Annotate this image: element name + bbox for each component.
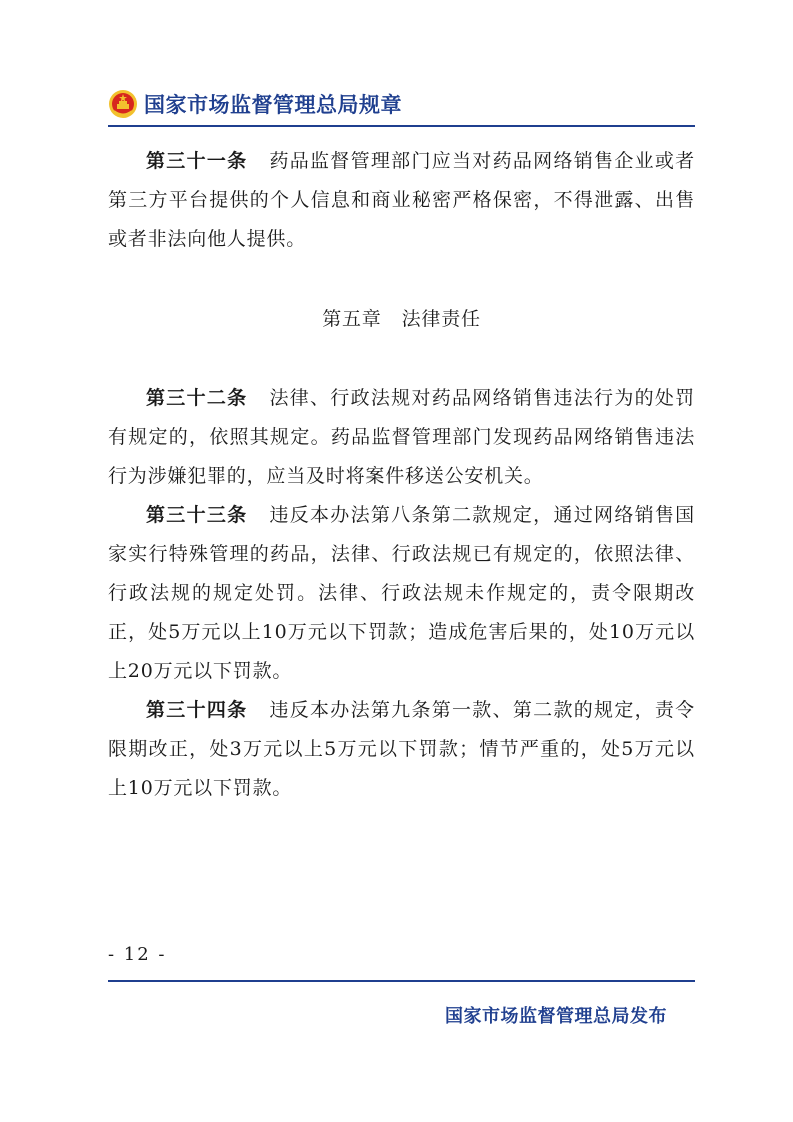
article-number: 第三十四条: [146, 699, 248, 721]
article-text: 违反本办法第八条第二款规定，通过网络销售国家实行特殊管理的药品，法律、行政法规已有规定的，依照法律、行政法规的规定处罚。法律、行政法规未作规定的，责令限期改正，处5万元以上10万元以下罚款；造成危害后果的，处10万元以上20万元以下罚款。: [108, 504, 695, 682]
national-emblem-icon: [108, 89, 138, 119]
header-divider: [108, 125, 695, 127]
article-32: [108, 379, 695, 496]
article-number: 第三十二条: [146, 387, 248, 409]
footer-publisher: 国家市场监督管理总局发布: [445, 1006, 667, 1027]
article-text: 药品监督管理部门应当对药品网络销售企业或者第三方平台提供的个人信息和商业秘密严格保密，不得泄露、出售或者非法向他人提供。: [108, 150, 695, 250]
footer-divider: [108, 980, 695, 982]
chapter-title: 法律责任: [401, 308, 481, 330]
article-31: [108, 142, 695, 259]
chapter-number: 第五章: [322, 308, 382, 330]
document-body: [108, 142, 695, 808]
article-33: [108, 496, 695, 691]
chapter-heading: [108, 299, 695, 339]
article-34: [108, 691, 695, 808]
article-number: 第三十三条: [146, 504, 248, 526]
article-text: 法律、行政法规对药品网络销售违法行为的处罚有规定的，依照其规定。药品监督管理部门发现药品网络销售违法行为涉嫌犯罪的，应当及时将案件移送公安机关。: [108, 387, 695, 487]
article-text: 违反本办法第九条第一款、第二款的规定，责令限期改正，处3万元以上5万元以下罚款；情节严重的，处5万元以上10万元以下罚款。: [108, 699, 695, 799]
page-number: - 12 -: [108, 944, 167, 965]
article-number: 第三十一条: [146, 150, 248, 172]
page-header: [108, 84, 695, 124]
header-title: 国家市场监督管理总局规章: [144, 93, 402, 117]
